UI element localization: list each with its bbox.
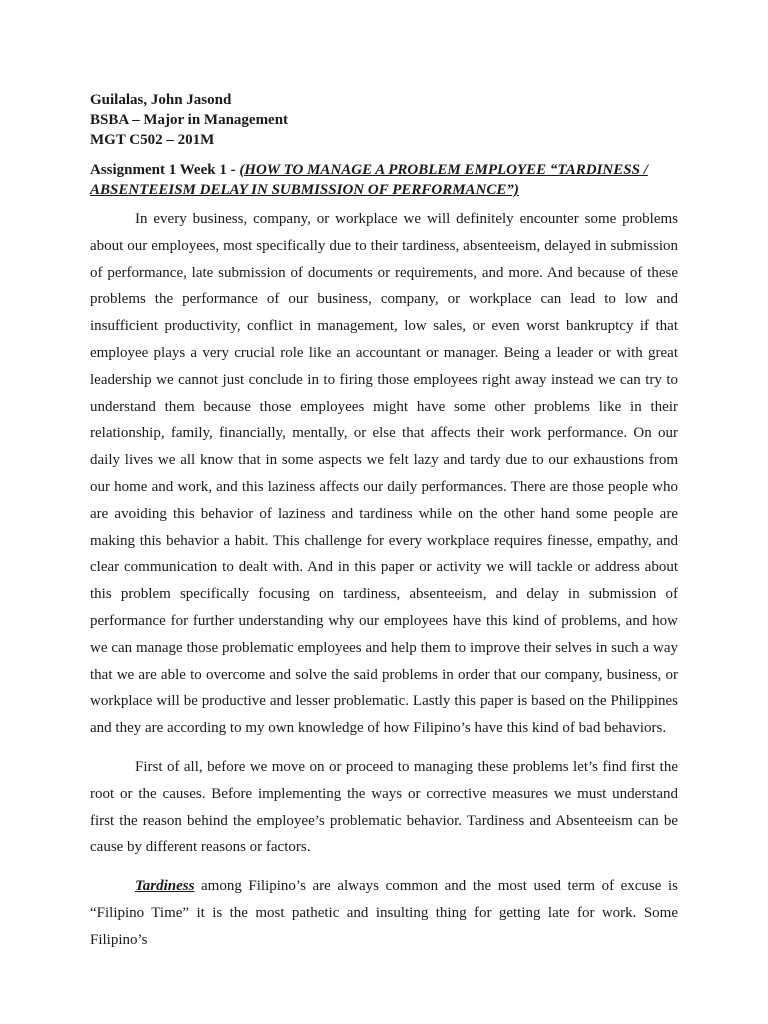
assignment-label: Assignment 1 Week 1 - bbox=[90, 162, 240, 178]
program-line: BSBA – Major in Management bbox=[90, 112, 289, 128]
author-name: Guilalas, John Jasond bbox=[90, 92, 232, 108]
tardiness-term: Tardiness bbox=[135, 878, 195, 895]
course-line: MGT C502 – 201M bbox=[90, 132, 215, 148]
causes-paragraph: First of all, before we move on or proceed to managing these problems let’s find first the root or the causes. Before implementing the ways or corrective measures we must understand first the reason behind the employee’s problematic behavior. Tardiness and Absenteeism can be cause by different reasons or factors. bbox=[90, 758, 678, 856]
tardiness-text: among Filipino’s are always common and the most used term of excuse is “Filipino Time” it is the most pathetic and insulting thing for getting late for work. Some Filipino’s bbox=[90, 878, 678, 948]
assignment-title bbox=[90, 160, 678, 200]
assignment-topic: (HOW TO MANAGE A PROBLEM EMPLOYEE “TARDINESS / ABSENTEEISM DELAY IN SUBMISSION OF PERFORMANCE”) bbox=[90, 162, 648, 198]
intro-paragraph: In every business, company, or workplace we will definitely encounter some problems about our employees, most specifically due to their tardiness, absenteeism, delayed in submission of performance, late submission of documents or requirements, and more. And because of these problems the performance of our business, company, or workplace can lead to low and insufficient productivity, conflict in management, low sales, or even worst bankruptcy if that employee plays a very crucial role like an accountant or manager. Being a leader or with great leadership we cannot just conclude in to firing those employees right away instead we can try to understand them because those employees might have some other problems like in their relationship, family, financially, mentally, or else that affects their work performance. On our daily lives we all know that in some aspects we felt lazy and tardy due to our exhaustions from our home and work, and this laziness affects our daily performances. There are those people who are avoiding this behavior of laziness and tardiness while on the other hand some people are making this behavior a habit. This challenge for every workplace requires finesse, empathy, and clear communication to dealt with. And in this paper or activity we will tackle or address about this problem specifically focusing on tardiness, absenteeism, and delay in submission of performance for further understanding why our employees have this kind of problems, and how we can manage those problematic employees and help them to improve their selves in such a way that we are able to overcome and solve the said problems in order that our company, business, or workplace will be productive and lesser problematic. Lastly this paper is based on the Philippines and they are according to my own knowledge of how Filipino’s have this kind of bad behaviors. bbox=[90, 211, 678, 737]
document-page bbox=[90, 90, 678, 966]
tardiness-paragraph bbox=[90, 873, 678, 953]
